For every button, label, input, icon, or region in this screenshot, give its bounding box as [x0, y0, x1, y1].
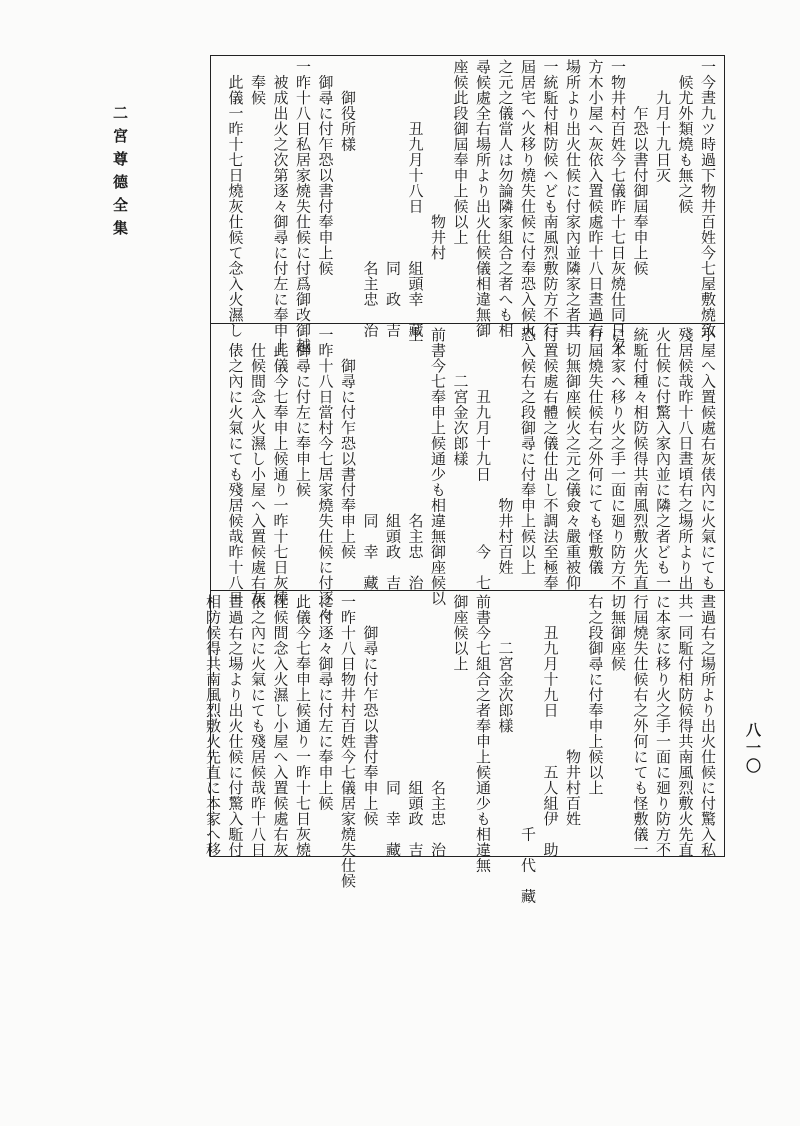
text-panel-2: [214, 327, 719, 622]
text-line: 同 政 吉: [384, 59, 402, 338]
text-line: 火仕候に付驚入家內並に隣之者ども一: [654, 327, 672, 591]
vertical-text-block: [202, 594, 720, 904]
text-line: 一統駈付相防候へども南風烈敷防方不行: [541, 59, 560, 338]
text-line: 丑九月十八日 組頭幸 藏: [406, 59, 425, 338]
text-line: 九月十九日灭: [654, 59, 672, 183]
text-line: 奉候: [249, 59, 267, 106]
text-line: 丑九月十九日 五人組伊 助: [541, 594, 560, 858]
vertical-text-block: [224, 327, 719, 622]
text-line: 名主忠 治: [361, 59, 380, 338]
text-line: 一昨十八日當村今七居家燒失仕候に付逐々: [316, 327, 335, 622]
text-line: 晝過右之場所より出火仕候に付驚入私: [699, 594, 717, 858]
text-line: に付逐々御尋に付左に奉申上候: [316, 594, 335, 811]
text-line: 小屋へ入置候處右灰俵內に火氣にても: [699, 327, 717, 591]
text-line: 相防候得共南風烈敷火先直に本家へ移: [204, 594, 222, 858]
text-line: 前書今七奉申上候通少も相違無御座候以: [429, 327, 447, 606]
text-line: 御役所樣: [339, 59, 357, 152]
text-line: 右之段御尋に付奉申上候以上: [586, 594, 605, 796]
text-line: 此儀今七奉申上候通り一昨十七日灰燒: [294, 594, 312, 858]
text-line: 屆居宅へ火移り燒失仕候に付奉恐入候火: [519, 59, 537, 338]
text-line: 一昨十八日私居家燒失仕候に付爲御改御越: [294, 59, 312, 354]
text-line: 上 名主忠 治: [406, 327, 425, 591]
text-line: 前書今七組合之者奉申上候通少も相違無: [474, 594, 492, 873]
book-title: 二宮尊德全集: [111, 105, 129, 243]
text-line: 統駈付種々相防候得共南風烈敷火先直: [631, 327, 650, 591]
page-number: 八一〇: [744, 722, 762, 776]
text-panel-3: [204, 594, 719, 904]
text-line: 俵之內に火氣にても殘居候哉昨十八日: [226, 327, 245, 606]
text-line: 殘居候哉昨十八日晝頃右之場所より出: [676, 327, 695, 591]
text-line: 晝過右之場より出火仕候に付驚入駈付: [226, 594, 245, 858]
text-line: 此儀今七奉申上候通り一昨十七日灰燒: [271, 327, 290, 606]
text-line: 恐入候右之段御尋に付奉申上候以上: [519, 327, 537, 575]
text-line: 千 代 藏: [519, 594, 537, 904]
text-line: 此儀一昨十七日燒灰仕候て念入火濕し: [226, 59, 245, 338]
text-line: 組頭政 吉: [384, 327, 402, 591]
text-line: 共一同駈付相防候得共南風烈敷火先直: [676, 594, 695, 858]
text-line: 物井村百姓: [564, 594, 582, 827]
text-line: 行屆燒失仕候右之外何にても怪敷儀一: [631, 594, 650, 858]
text-line: 御尋に付左に奉申上候: [294, 327, 312, 498]
text-line: 同 幸 藏: [361, 327, 380, 591]
text-line: に本家に移り火之手一面に廻り防方不: [654, 594, 672, 858]
text-line: 一昨十八日物井村百姓今七儀居家燒失仕候: [339, 594, 357, 889]
text-line: 御尋に付乍恐以書付奉申上候: [361, 594, 380, 827]
text-line: 御座候以上: [451, 594, 470, 672]
text-line: 一切無御座候火之元之儀僉々嚴重被仰: [564, 327, 582, 591]
text-line: 切無御座候: [609, 594, 627, 672]
text-line: 仕候間念入火濕し小屋へ入置候處右灰: [249, 327, 267, 606]
text-line: 付置候處右體之儀仕出し不調法至極奉: [541, 327, 560, 591]
text-line: 御尋に付乍恐以書付奉申上候: [316, 59, 335, 276]
text-line: 物井村百姓: [496, 327, 515, 575]
text-line: 行屆燒失仕候右之外何にても怪敷儀: [586, 327, 605, 575]
text-line: 名主忠 治: [429, 594, 447, 858]
text-line: 一物井村百姓今七儀昨十七日灰燒仕同日夕: [609, 59, 627, 354]
text-line: 組頭政 吉: [406, 594, 425, 858]
text-line: 之元之儀當人は勿論隣家組合之者へも相: [496, 59, 515, 338]
text-line: 御尋に付乍恐以書付奉申上候: [339, 327, 357, 560]
text-line: 乍恐以書付御屆奉申上候: [631, 59, 650, 276]
text-line: 座候此段御屆奉申上候以上: [451, 59, 470, 245]
text-line: 物井村: [429, 59, 447, 261]
text-line: 尋候處全右場所より出火仕候儀相違無御: [474, 59, 492, 338]
text-line: 一今晝九ツ時過下物井百姓今七屋敷燒致: [699, 59, 717, 338]
text-line: 方木小屋へ灰依入置候處昨十八日晝過右: [586, 59, 605, 338]
text-line: 被成出火之次第逐々御尋に付左に奉申上: [271, 59, 290, 354]
text-line: 候尤外類燒も無之候: [676, 59, 695, 214]
vertical-text-block: [224, 59, 719, 354]
text-line: に本家へ移り火之手一面に廻り防方不: [609, 327, 627, 591]
text-line: 俵之內に火氣にても殘居候哉昨十八日: [249, 594, 267, 858]
text-line: 二宮金次郎樣: [451, 327, 470, 467]
text-line: 同 幸 藏: [384, 594, 402, 858]
text-panel-1: [214, 59, 719, 354]
text-line: 二宮金次郎樣: [496, 594, 515, 734]
text-line: 場所より出火仕候に付家內並隣家之者共: [564, 59, 582, 338]
text-line: 丑九月十九日 今 七: [474, 327, 492, 591]
text-line: 仕候間念入火濕し小屋へ入置候處右灰: [271, 594, 290, 858]
